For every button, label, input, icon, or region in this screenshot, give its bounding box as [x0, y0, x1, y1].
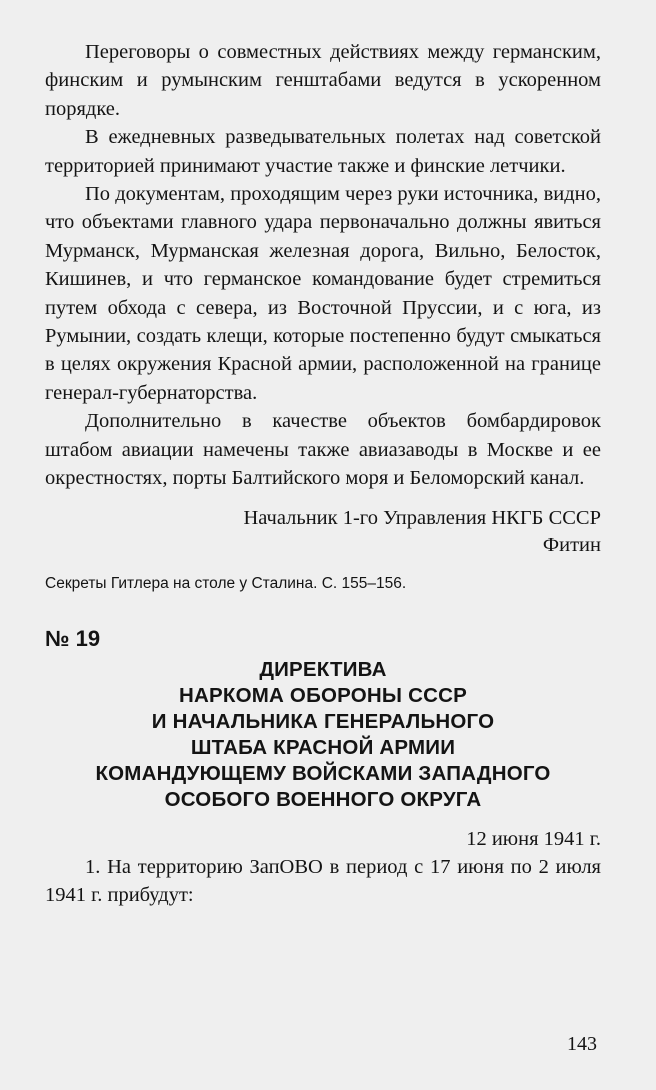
- document-date: 12 июня 1941 г.: [466, 827, 601, 850]
- source-citation: Секреты Гитлера на столе у Сталина. С. 155–156.: [45, 574, 407, 592]
- signature-name: Фитин: [542, 533, 601, 556]
- title-line: НАРКОМА ОБОРОНЫ СССР: [179, 683, 467, 707]
- title-line: КОМАНДУЮЩЕМУ ВОЙСКАМИ ЗАПАДНОГО: [95, 761, 551, 785]
- title-line: ШТАБА КРАСНОЙ АРМИИ: [190, 735, 456, 759]
- signature-block: [45, 505, 601, 559]
- signature-position: Начальник 1-го Управления НКГБ СССР: [243, 506, 601, 529]
- title-line: И НАЧАЛЬНИКА ГЕНЕРАЛЬНОГО: [151, 709, 495, 733]
- directive-point-1: 1. На территорию ЗапОВО в период с 17 июня по 2 июля 1941 г. прибудут:: [45, 855, 601, 906]
- page-number: 143: [567, 1033, 597, 1055]
- title-line: ОСОБОГО ВОЕННОГО ОКРУГА: [164, 787, 482, 811]
- paragraph-bombing-targets: Дополнительно в качестве объектов бомбардировок штабом авиации намечены также авиазаводы в Москве и ее окрестностях, порты Балтийского моря и Беломорский канал.: [45, 410, 601, 490]
- paragraph-main-strike-targets: По документам, проходящим через руки источника, видно, что объектами главного удара первоначально должны явиться Мурманск, Мурманская железная дорога, Вильно, Белосток, Кишинев, и что германское командование будет стремиться путем обхода с севера, из Восточной Пруссии, и с юга, из Румынии, создать клещи, которые постепенно будут смыкаться в целях окружения Красной армии, расположенной на границе генерал-губернаторства.: [45, 183, 601, 404]
- title-line: ДИРЕКТИВА: [259, 657, 387, 681]
- document-number: № 19: [45, 625, 101, 651]
- book-page: [45, 38, 601, 909]
- paragraph-recon-flights: В ежедневных разведывательных полетах над советской территорией принимают участие также и финские летчики.: [45, 126, 601, 177]
- document-title: [45, 657, 601, 813]
- paragraph-negotiations: Переговоры о совместных действиях между германским, финским и румынским генштабами ведутся в ускоренном порядке.: [45, 41, 601, 120]
